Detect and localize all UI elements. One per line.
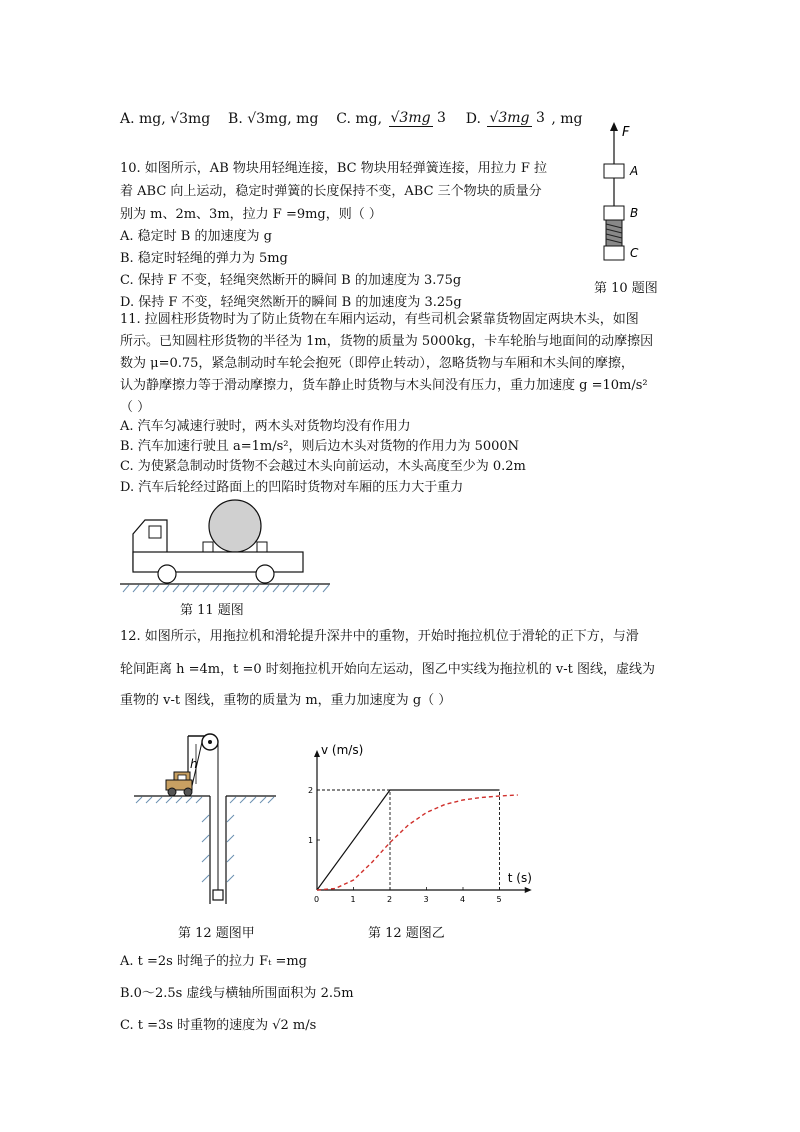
q11-option-d: D. 汽车后轮经过路面上的凹陷时货物对车厢的压力大于重力 (120, 480, 464, 495)
q11-line-1: 11. 拉圆柱形货物时为了防止货物在车厢内运动，有些司机会紧靠货物固定两块木头，如图 (120, 312, 639, 327)
x-tick-label: 5 (496, 895, 502, 904)
q9-option-d-tail: , mg (551, 110, 583, 127)
q10-arrow-f-icon (610, 122, 618, 131)
q9-option-c-numerator: √3mg (390, 110, 431, 126)
x-tick-label: 3 (423, 895, 429, 904)
q12-line-3: 重物的 v-t 图线，重物的质量为 m，重力加速度为 g（ ） (120, 693, 452, 708)
q9-option-c-fraction (389, 110, 446, 127)
q9-options (120, 110, 582, 127)
q11-truck-chassis (133, 552, 303, 572)
x-tick-label: 2 (387, 895, 393, 904)
q12-weight (213, 890, 223, 900)
q11-line-5: （ ） (120, 400, 151, 415)
q11-wheel-rear (256, 565, 274, 583)
y-tick-label: 2 (308, 786, 314, 795)
q10-label-a: A (630, 164, 639, 178)
q11-line-4: 认为静摩擦力等于滑动摩擦力，货车静止时货物与木头间没有压力，重力加速度 g =10m/s² (120, 378, 648, 393)
q11-option-b: B. 汽车加速行驶且 a=1m/s²，则后边木头对货物的作用力为 5000N (120, 439, 520, 454)
q12-ground-hatch (136, 797, 274, 882)
q12-tractor-icon (166, 772, 192, 796)
q10-option-d: D. 保持 F 不变，轻绳突然断开的瞬间 B 的加速度为 3.25g (120, 295, 462, 310)
q11-option-a: A. 汽车匀减速行驶时，两木头对货物均没有作用力 (120, 419, 411, 434)
q11-wheel-front (158, 565, 176, 583)
q11-figure-caption: 第 11 题图 (180, 603, 244, 618)
q11-wood-block-rear (203, 542, 213, 552)
q12-option-b: B.0～2.5s 虚线与横轴所围面积为 2.5m (120, 986, 354, 1001)
q9-option-c-label: C. mg, (336, 110, 383, 127)
tick-labels (308, 786, 502, 904)
q11-ground-hatch (123, 585, 329, 592)
q12-pulley-axle (208, 740, 212, 744)
q11-line-3: 数为 μ=0.75，紧急制动时车轮会抱死（即停止转动），忽略货物与车厢和木头间的摩擦， (120, 356, 634, 371)
q12-line-1: 12. 如图所示，用拖拉机和滑轮提升深井中的重物，开始时拖拉机位于滑轮的正下方，与滑 (120, 629, 639, 644)
y-tick-label: 1 (308, 836, 314, 845)
q10-figure (590, 118, 670, 270)
q9-option-b: B. √3mg, mg (228, 110, 319, 127)
series-group (317, 790, 518, 890)
y-axis-label: v (m/s) (321, 743, 364, 757)
q12-figure-a (130, 722, 280, 910)
q10-label-c: C (630, 246, 639, 260)
q12-line-2: 轮间距离 h =4m，t =0 时刻拖拉机开始向左运动，图乙中实线为拖拉机的 v-t 图线，虚线为 (120, 662, 656, 677)
x-tick-label: 1 (350, 895, 356, 904)
q10-option-c: C. 保持 F 不变，轻绳突然断开的瞬间 B 的加速度为 3.75g (120, 273, 462, 288)
q12-figure-b-caption: 第 12 题图乙 (368, 926, 445, 941)
q10-block-b (604, 206, 624, 220)
q11-option-c: C. 为使紧急制动时货物不会越过木头向前运动，木头高度至少为 0.2m (120, 459, 526, 474)
q9-option-a: A. mg, √3mg (120, 110, 211, 127)
q10-line-1: 10. 如图所示，AB 物块用轻绳连接，BC 物块用轻弹簧连接，用拉力 F 拉 (120, 161, 548, 176)
q9-option-d-fraction (487, 110, 544, 127)
q10-block-c (604, 246, 624, 260)
guide-lines (317, 790, 500, 890)
q11-line-2: 所示。已知圆柱形货物的半径为 1m，货物的质量为 5000kg，卡车轮胎与地面间的动摩擦因 (120, 334, 654, 349)
q12-option-c: C. t =3s 时重物的速度为 √2 m/s (120, 1018, 317, 1033)
q10-block-a (604, 164, 624, 178)
q9-option-d-denominator: 3 (535, 110, 545, 126)
q10-label-b: B (630, 206, 639, 220)
q10-option-b: B. 稳定时轻绳的弹力为 5mg (120, 251, 288, 266)
q12-vt-chart (305, 743, 545, 910)
y-axis-arrow-icon (314, 750, 320, 757)
q10-line-2: 着 ABC 向上运动，稳定时弹簧的长度保持不变，ABC 三个物块的质量分 (120, 184, 542, 199)
q9-option-d-label: D. (465, 110, 481, 127)
q10-label-f: F (622, 125, 630, 140)
q10-line-3: 别为 m、2m、3m，拉力 F =9mg，则（ ） (120, 207, 382, 222)
q10-option-a: A. 稳定时 B 的加速度为 g (120, 229, 272, 244)
q11-wood-block-front (257, 542, 267, 552)
q9-option-c-denominator: 3 (437, 110, 446, 126)
q12-option-a: A. t =2s 时绳子的拉力 Fₜ =mg (120, 954, 308, 969)
q11-cylinder-cargo (209, 500, 261, 552)
x-tick-label: 4 (460, 895, 466, 904)
x-axis-arrow-icon (525, 887, 532, 893)
series-line-weight (317, 795, 518, 890)
q11-figure (115, 498, 340, 598)
x-tick-label: 0 (314, 895, 320, 904)
q12-label-h: h (190, 757, 198, 771)
series-line-tractor (317, 790, 500, 890)
q12-figure-a-caption: 第 12 题图甲 (178, 926, 255, 941)
q10-figure-caption: 第 10 题图 (594, 281, 658, 296)
q11-cab-window (149, 526, 161, 538)
x-axis-label: t (s) (507, 871, 532, 885)
q9-option-d-numerator: √3mg (489, 110, 530, 126)
